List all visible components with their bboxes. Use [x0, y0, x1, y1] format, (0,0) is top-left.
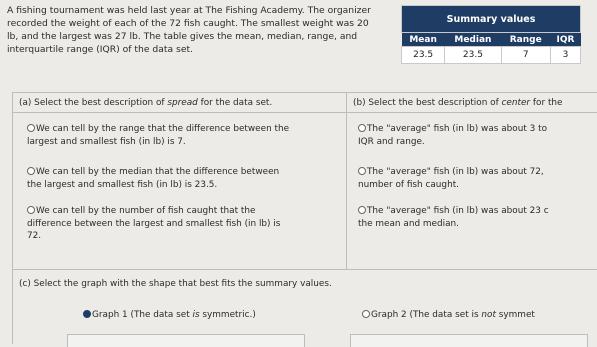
- part-b-option-3[interactable]: The "average" fish (in lb) was about 23 c the mean and median.: [358, 206, 549, 229]
- question-panel: [12, 92, 597, 344]
- part-b-option-1[interactable]: The "average" fish (in lb) was about 3 to IQR and range.: [358, 124, 548, 147]
- radio-button[interactable]: [27, 124, 35, 132]
- summary-value-range: 7: [501, 47, 550, 64]
- graph-1-option[interactable]: Graph 1 (The data set is symmetric.): [83, 309, 256, 322]
- intro-line-3: lb, and the largest was 27 lb. The table gives the mean, median, range, and: [7, 31, 358, 42]
- part-a-option-1[interactable]: We can tell by the range that the difference between the largest and smallest fish (in lb) is 7.: [27, 124, 290, 147]
- summary-header-median: Median: [445, 33, 501, 47]
- radio-button[interactable]: [358, 167, 366, 175]
- divider: [13, 112, 597, 113]
- part-b-prompt: (b) Select the best description of center for the: [353, 98, 563, 108]
- summary-value-iqr: 3: [550, 47, 580, 64]
- summary-table: [401, 5, 581, 64]
- problem-intro: [7, 4, 399, 56]
- summary-header-range: Range: [501, 33, 550, 47]
- intro-line-1: A fishing tournament was held last year at The Fishing Academy. The organizer: [7, 5, 371, 16]
- divider: [346, 93, 347, 269]
- radio-button[interactable]: [362, 310, 370, 318]
- part-a-option-3[interactable]: We can tell by the number of fish caught that the difference between the largest and smallest fish (in lb) is 72.: [27, 206, 281, 241]
- graph-1-image[interactable]: [67, 334, 305, 347]
- radio-button[interactable]: [27, 206, 35, 214]
- graph-2-option[interactable]: Graph 2 (The data set is not symmet: [362, 309, 535, 322]
- intro-line-4: interquartile range (IQR) of the data set.: [7, 44, 193, 55]
- summary-header-iqr: IQR: [550, 33, 580, 47]
- radio-button[interactable]: [358, 206, 366, 214]
- radio-button[interactable]: [27, 167, 35, 175]
- part-a-prompt: (a) Select the best description of spread for the data set.: [19, 98, 273, 108]
- part-c-prompt: (c) Select the graph with the shape that best fits the summary values.: [19, 279, 332, 289]
- radio-button-selected[interactable]: [83, 310, 91, 318]
- radio-button[interactable]: [358, 124, 366, 132]
- divider: [13, 269, 597, 270]
- summary-value-median: 23.5: [445, 47, 501, 64]
- graph-2-image[interactable]: [350, 334, 588, 347]
- summary-value-mean: 23.5: [402, 47, 445, 64]
- intro-line-2: recorded the weight of each of the 72 fish caught. The smallest weight was 20: [7, 18, 369, 29]
- summary-title: Summary values: [402, 6, 581, 33]
- part-a-option-2[interactable]: We can tell by the median that the difference between the largest and smallest fish (in lb) is 23.5.: [27, 167, 280, 190]
- summary-header-mean: Mean: [402, 33, 445, 47]
- part-b-option-2[interactable]: The "average" fish (in lb) was about 72, number of fish caught.: [358, 167, 544, 190]
